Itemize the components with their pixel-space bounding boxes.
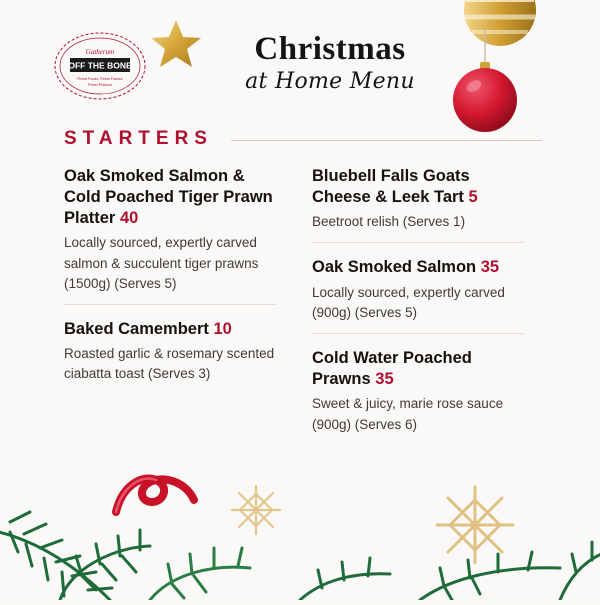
section-header	[64, 128, 542, 150]
menu-item	[312, 348, 524, 445]
menu-item-title: Bluebell Falls Goats Cheese & Leek Tart	[312, 167, 470, 207]
section-title: STARTERS	[64, 128, 213, 149]
page-title	[215, 32, 445, 94]
menu-item-name	[312, 257, 524, 278]
gold-star-icon	[146, 16, 206, 76]
menu-item-title: Baked Camembert	[64, 320, 209, 339]
menu-item-price: 5	[468, 188, 478, 207]
menu-item-title: Oak Smoked Salmon	[312, 258, 477, 277]
menu-item-price: 35	[375, 370, 394, 389]
menu-column-right	[312, 166, 524, 445]
svg-text:Finest Foods, Finest Flavour: Finest Foods, Finest Flavour	[77, 77, 123, 81]
section-divider	[231, 140, 542, 141]
menu-item-description: Locally sourced, expertly carved salmon & succulent tiger prawns (1500g) (Serves 5)	[64, 235, 259, 291]
svg-text:Finest Produce: Finest Produce	[87, 83, 113, 87]
menu-item-name	[312, 348, 524, 390]
off-the-bone-logo	[52, 30, 148, 102]
title-line-2: at Home Menu	[245, 68, 415, 94]
menu-item-title: Oak Smoked Salmon & Cold Poached Tiger Prawn Platter	[64, 167, 273, 228]
menu-columns	[64, 166, 542, 445]
menu-item-name	[64, 319, 276, 340]
menu-item-description: Beetroot relish (Serves 1)	[312, 214, 466, 230]
red-bauble-icon	[450, 28, 520, 138]
menu-item-name	[64, 166, 276, 229]
menu-item	[64, 166, 276, 305]
svg-text:OFF THE BONE: OFF THE BONE	[68, 60, 132, 71]
menu-item	[312, 257, 524, 334]
menu-item-price: 10	[213, 320, 232, 339]
pine-branches-icon	[0, 460, 600, 600]
menu-item-description: Sweet & juicy, marie rose sauce (900g) (Serves 6)	[312, 396, 504, 432]
menu-item	[312, 166, 524, 243]
menu-item-price: 40	[119, 209, 139, 228]
menu-item-description: Roasted garlic & rosemary scented ciabatta toast (Serves 3)	[64, 346, 275, 382]
menu-item-title: Cold Water Poached Prawns	[312, 349, 472, 389]
menu-item-price: 35	[480, 258, 500, 277]
menu-item-name	[312, 166, 524, 208]
menu-item-description: Locally sourced, expertly carved (900g) (Serves 5)	[312, 284, 505, 320]
menu-item	[64, 319, 276, 395]
menu-column-left	[64, 166, 276, 445]
svg-text:Gatherum: Gatherum	[85, 48, 115, 56]
title-line-1: Christmas	[254, 31, 406, 67]
